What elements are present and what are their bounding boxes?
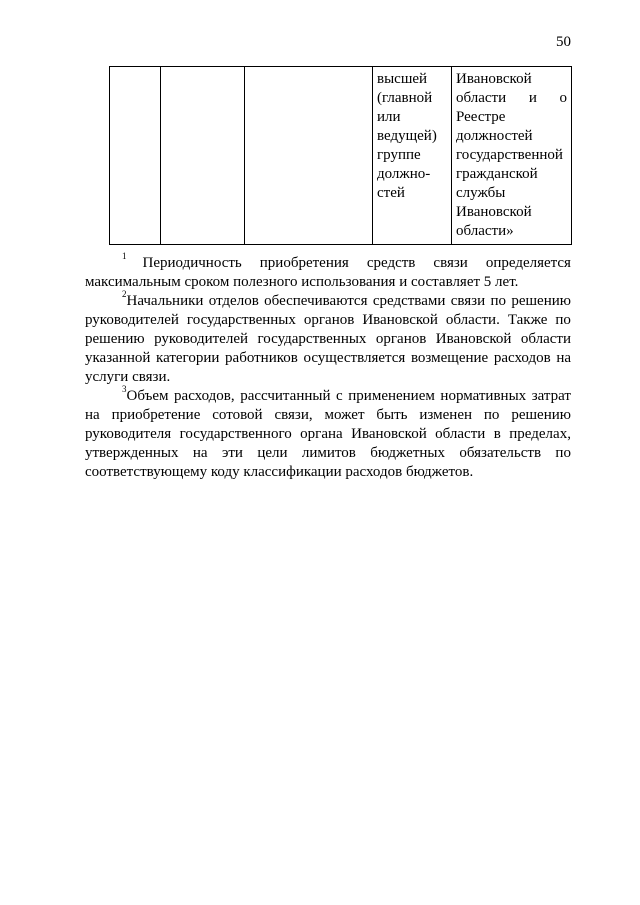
footnote-word (85, 444, 179, 463)
footnote-word (174, 387, 235, 406)
cell-word: о (559, 90, 567, 106)
footnote-word (451, 292, 485, 311)
footnote-word-text: категории (156, 350, 220, 366)
cell-line: гражданской (456, 166, 538, 182)
footnote-word (122, 384, 169, 406)
cell-line: Реестре (456, 109, 506, 125)
footnote-word (509, 425, 571, 444)
footnote-word-text: средств (366, 255, 416, 271)
cell-line: Ивановской (456, 204, 532, 220)
footnote-word (257, 330, 366, 349)
footnote-word-text: государственного (179, 426, 292, 442)
footnote-word (122, 251, 242, 273)
footnote-word (511, 406, 571, 425)
cell-line: области» (456, 223, 514, 239)
footnote-marker: 1 (122, 251, 127, 261)
footnote-line: услуги связи. (85, 369, 171, 385)
footnote-word-text: органа (300, 426, 343, 442)
footnote-word-text: на (85, 407, 100, 423)
cell-line: службы (456, 185, 506, 201)
cell-line: должностей (456, 128, 533, 144)
footnote-1 (85, 251, 571, 292)
footnote-word-text: на (556, 350, 571, 366)
cell-line (456, 89, 567, 108)
footnote-marker: 3 (122, 384, 127, 394)
footnote-word-text: цели (257, 445, 288, 461)
footnote-word (411, 349, 488, 368)
footnote-word (436, 330, 512, 349)
footnote-word-text: лимитов (301, 445, 356, 461)
footnote-word-text: с (336, 388, 343, 404)
footnote-word-text: может (324, 407, 365, 423)
footnote-word (435, 425, 485, 444)
cell-line: (главной (377, 90, 433, 106)
table-cell-5 (452, 67, 572, 245)
footnote-word (303, 349, 405, 368)
footnote-word (376, 330, 426, 349)
footnote-marker: 2 (122, 289, 127, 299)
footnote-word (209, 292, 259, 311)
footnote-word-text: применением (348, 388, 435, 404)
footnote-word-text: Объем (126, 388, 169, 404)
footnote-line: соответствующему коду классификации расходов бюджетов. (85, 464, 474, 480)
footnote-word-text: эти (221, 445, 243, 461)
footnote-word (154, 330, 248, 349)
footnote-word-text: приобретение (111, 407, 201, 423)
footnotes (85, 251, 571, 482)
table-cell-4 (373, 67, 452, 245)
footnote-word (274, 406, 312, 425)
footnote-word-text: Ивановской (435, 331, 512, 347)
footnote-word-text: рассчитанный (240, 388, 331, 404)
footnote-line (85, 425, 571, 444)
footnote-word-text: связи (433, 255, 468, 271)
footnote-word-text: обязательств (459, 445, 542, 461)
continuation-table (109, 66, 572, 245)
footnote-word (122, 289, 204, 311)
footnote-word-text: области (520, 331, 571, 347)
footnote-word (187, 311, 296, 330)
footnote-word (302, 444, 356, 463)
footnote-2 (85, 289, 571, 387)
footnote-word (494, 349, 551, 368)
footnote-word (85, 311, 179, 330)
footnote-word-text: связи, (274, 407, 313, 423)
footnote-word (336, 387, 343, 406)
footnote-word-text: решению (511, 293, 571, 309)
footnote-word-text: по (555, 445, 571, 461)
footnote-3 (85, 384, 571, 482)
footnote-word (180, 425, 292, 444)
footnote-word-text: указанной (85, 350, 151, 366)
footnote-word (376, 406, 407, 425)
footnote-word (555, 444, 571, 463)
footnote-word-text: приобретения (259, 255, 349, 271)
footnote-word-text: Периодичность (142, 255, 242, 271)
footnote-word-text: связи (450, 293, 486, 309)
footnote-word (222, 444, 243, 463)
footnote-word-text: органов (375, 331, 427, 347)
footnote-word-text: возмещение (410, 350, 489, 366)
footnote-word (446, 311, 500, 330)
footnote-word-text: по (490, 293, 506, 309)
table-cell-1 (110, 67, 161, 245)
footnote-word (264, 292, 367, 311)
footnote-word (362, 311, 438, 330)
footnote-word (85, 425, 171, 444)
footnote-word-text: нормативных (440, 388, 527, 404)
footnote-word (367, 254, 416, 273)
footnote-line (85, 289, 571, 311)
footnote-word-text: Также (507, 312, 548, 328)
cell-line: государственной (456, 147, 563, 163)
footnote-word-text: расходов, (174, 388, 235, 404)
footnote-word (508, 311, 548, 330)
footnote-word-text: государственных (186, 312, 296, 328)
footnote-word-text: руководителей (85, 312, 179, 328)
cell-line: должно- (377, 166, 431, 182)
footnote-word-text: руководителей (154, 331, 249, 347)
footnote-word (521, 330, 571, 349)
table-row (110, 67, 572, 245)
cell-line: ведущей) (377, 128, 437, 144)
cell-word: области (456, 90, 507, 106)
footnote-word (370, 444, 445, 463)
footnote-word (373, 292, 446, 311)
footnote-word (433, 254, 467, 273)
footnote-word-text: расходов (493, 350, 551, 366)
footnote-word (156, 349, 219, 368)
footnote-word (193, 444, 208, 463)
footnote-word-text: определяется (485, 255, 571, 271)
footnote-line: максимальным сроком полезного использования и составляет 5 лет. (85, 274, 519, 290)
footnote-line (85, 406, 571, 425)
footnote-word-text: работников (225, 350, 298, 366)
footnote-word (85, 406, 100, 425)
cell-line: стей (377, 185, 405, 201)
footnote-word (486, 254, 571, 273)
cell-word: и (528, 90, 537, 106)
footnote-word-text: Ивановской (362, 312, 438, 328)
footnote-word (490, 292, 506, 311)
footnote-word-text: пределах, (509, 426, 571, 442)
footnote-word (325, 406, 365, 425)
footnote-word-text: решению (511, 407, 571, 423)
footnote-word (419, 406, 472, 425)
footnote-word (494, 425, 501, 444)
footnote-line (85, 251, 571, 273)
footnote-word-text: по (483, 407, 500, 423)
footnote-word-text: по (555, 312, 571, 328)
table-cell-3 (245, 67, 373, 245)
footnote-word-text: обеспечиваются (264, 293, 368, 309)
footnote-word (257, 444, 287, 463)
footnote-word-text: отделов (208, 293, 259, 309)
footnote-line (85, 349, 571, 368)
cell-line: высшей (377, 71, 428, 87)
footnote-word (484, 406, 500, 425)
cell-line: Ивановской (456, 71, 532, 87)
footnote-word-text: государственных (257, 331, 367, 347)
footnote-word-text: области. (445, 312, 500, 328)
footnote-word (304, 311, 354, 330)
footnote-word-text: Ивановской (351, 426, 427, 442)
footnote-word-text: области (435, 426, 486, 442)
cell-line: группе (377, 147, 421, 163)
footnote-word (556, 349, 571, 368)
footnote-word (112, 406, 201, 425)
footnote-word-text: в (493, 426, 501, 442)
footnote-word-text: решению (85, 331, 145, 347)
footnote-word-text: осуществляется (303, 350, 406, 366)
footnote-word-text: быть (376, 407, 408, 423)
footnote-word (85, 349, 150, 368)
footnote-word (459, 444, 541, 463)
cell-line: или (377, 109, 401, 125)
footnote-word (212, 406, 262, 425)
footnote-line (85, 384, 571, 406)
footnote-word (555, 311, 571, 330)
footnote-word-text: утвержденных (85, 445, 179, 461)
footnote-line (85, 444, 571, 463)
footnote-word-text: органов (303, 312, 355, 328)
footnote-line (85, 311, 571, 330)
footnote-word (225, 349, 298, 368)
footnote-word (532, 387, 571, 406)
footnote-word-text: сотовой (212, 407, 263, 423)
footnote-word-text: Начальники (126, 293, 204, 309)
footnote-line (85, 330, 571, 349)
footnote-word (348, 387, 435, 406)
footnote-word-text: на (192, 445, 208, 461)
table-cell-2 (161, 67, 245, 245)
footnote-word-text: руководителя (85, 426, 172, 442)
footnote-word (260, 254, 349, 273)
footnote-word (440, 387, 526, 406)
footnote-word (300, 425, 343, 444)
footnote-word (351, 425, 427, 444)
footnote-word-text: средствами (372, 293, 446, 309)
page-number: 50 (556, 34, 571, 50)
footnote-word (85, 330, 145, 349)
footnote-word (240, 387, 330, 406)
footnote-word-text: изменен (419, 407, 473, 423)
footnote-word (511, 292, 571, 311)
footnote-word-text: затрат (531, 388, 571, 404)
footnote-word-text: бюджетных (370, 445, 445, 461)
